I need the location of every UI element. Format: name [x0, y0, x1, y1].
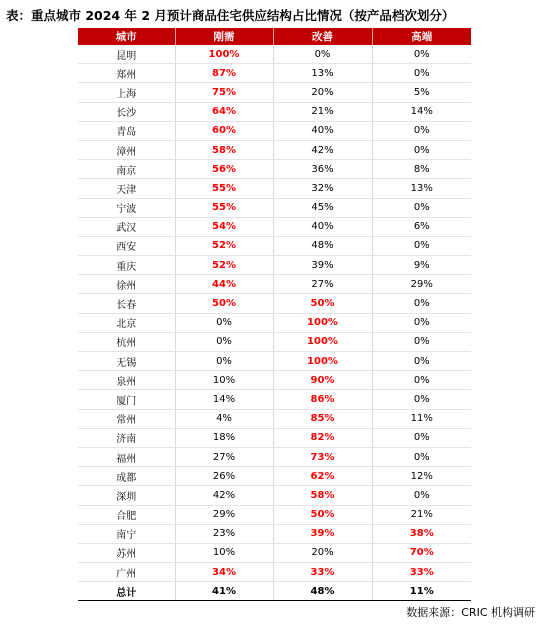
city-cell: 泉州: [78, 371, 175, 390]
value-cell: 39%: [273, 524, 372, 543]
value-cell: 12%: [372, 467, 471, 486]
total-row: [78, 582, 471, 601]
value-cell: 82%: [273, 428, 372, 447]
table-row: [78, 524, 471, 543]
data-source: 数据来源：CRIC 机构调研: [406, 606, 535, 619]
city-cell: 苏州: [78, 543, 175, 562]
table-row: [78, 390, 471, 409]
value-cell: 27%: [175, 447, 273, 466]
value-cell: 100%: [273, 332, 372, 351]
value-cell: 0%: [372, 428, 471, 447]
value-cell: 26%: [175, 467, 273, 486]
value-cell: 14%: [175, 390, 273, 409]
value-cell: 21%: [372, 505, 471, 524]
city-cell: 常州: [78, 409, 175, 428]
value-cell: 52%: [175, 256, 273, 275]
value-cell: 58%: [273, 486, 372, 505]
city-cell: 济南: [78, 428, 175, 447]
value-cell: 9%: [372, 256, 471, 275]
supply-structure-table: [78, 28, 471, 601]
header-improve: 改善: [273, 28, 372, 45]
value-cell: 0%: [372, 64, 471, 83]
value-cell: 0%: [372, 140, 471, 159]
table-row: [78, 121, 471, 140]
value-cell: 0%: [175, 352, 273, 371]
city-cell: 南宁: [78, 524, 175, 543]
table-body: [78, 45, 471, 601]
value-cell: 100%: [273, 352, 372, 371]
value-cell: 73%: [273, 447, 372, 466]
header-city: 城市: [78, 28, 175, 45]
city-cell: 青岛: [78, 121, 175, 140]
value-cell: 55%: [175, 198, 273, 217]
value-cell: 42%: [273, 140, 372, 159]
table-row: [78, 179, 471, 198]
city-cell: 杭州: [78, 332, 175, 351]
header-high-end: 高端: [372, 28, 471, 45]
value-cell: 27%: [273, 275, 372, 294]
value-cell: 29%: [372, 275, 471, 294]
value-cell: 0%: [273, 45, 372, 64]
city-cell: 重庆: [78, 256, 175, 275]
city-cell: 武汉: [78, 217, 175, 236]
value-cell: 0%: [372, 198, 471, 217]
table-row: [78, 140, 471, 159]
table-row: [78, 198, 471, 217]
city-cell: 昆明: [78, 45, 175, 64]
value-cell: 56%: [175, 160, 273, 179]
table-row: [78, 505, 471, 524]
table-title: 表：重点城市 2024 年 2 月预计商品住宅供应结构占比情况（按产品档次划分）: [6, 8, 455, 23]
value-cell: 8%: [372, 160, 471, 179]
table-row: [78, 467, 471, 486]
value-cell: 23%: [175, 524, 273, 543]
city-cell: 厦门: [78, 390, 175, 409]
total-label: 总计: [78, 582, 175, 601]
table-row: [78, 563, 471, 582]
table-row: [78, 332, 471, 351]
value-cell: 0%: [372, 390, 471, 409]
value-cell: 42%: [175, 486, 273, 505]
header-rigid: 刚需: [175, 28, 273, 45]
table-row: [78, 160, 471, 179]
table-row: [78, 486, 471, 505]
table-row: [78, 409, 471, 428]
header-row: [78, 28, 471, 45]
value-cell: 39%: [273, 256, 372, 275]
value-cell: 62%: [273, 467, 372, 486]
city-cell: 徐州: [78, 275, 175, 294]
value-cell: 0%: [372, 371, 471, 390]
city-cell: 深圳: [78, 486, 175, 505]
value-cell: 32%: [273, 179, 372, 198]
value-cell: 90%: [273, 371, 372, 390]
table-row: [78, 45, 471, 64]
value-cell: 40%: [273, 217, 372, 236]
value-cell: 6%: [372, 217, 471, 236]
value-cell: 20%: [273, 543, 372, 562]
value-cell: 55%: [175, 179, 273, 198]
value-cell: 0%: [372, 313, 471, 332]
table-row: [78, 64, 471, 83]
value-cell: 87%: [175, 64, 273, 83]
total-value: 11%: [372, 582, 471, 601]
city-cell: 福州: [78, 447, 175, 466]
value-cell: 29%: [175, 505, 273, 524]
value-cell: 10%: [175, 371, 273, 390]
total-value: 41%: [175, 582, 273, 601]
table-row: [78, 83, 471, 102]
city-cell: 广州: [78, 563, 175, 582]
value-cell: 13%: [372, 179, 471, 198]
value-cell: 75%: [175, 83, 273, 102]
value-cell: 20%: [273, 83, 372, 102]
value-cell: 13%: [273, 64, 372, 83]
value-cell: 0%: [175, 332, 273, 351]
value-cell: 40%: [273, 121, 372, 140]
city-cell: 无锡: [78, 352, 175, 371]
value-cell: 33%: [372, 563, 471, 582]
value-cell: 86%: [273, 390, 372, 409]
value-cell: 10%: [175, 543, 273, 562]
value-cell: 21%: [273, 102, 372, 121]
value-cell: 50%: [273, 294, 372, 313]
table-row: [78, 102, 471, 121]
value-cell: 60%: [175, 121, 273, 140]
city-cell: 西安: [78, 236, 175, 255]
value-cell: 38%: [372, 524, 471, 543]
value-cell: 64%: [175, 102, 273, 121]
value-cell: 50%: [273, 505, 372, 524]
city-cell: 郑州: [78, 64, 175, 83]
value-cell: 34%: [175, 563, 273, 582]
table-row: [78, 447, 471, 466]
table-row: [78, 352, 471, 371]
table-row: [78, 256, 471, 275]
city-cell: 长沙: [78, 102, 175, 121]
value-cell: 52%: [175, 236, 273, 255]
value-cell: 0%: [372, 486, 471, 505]
value-cell: 0%: [372, 332, 471, 351]
table-row: [78, 275, 471, 294]
city-cell: 长春: [78, 294, 175, 313]
value-cell: 18%: [175, 428, 273, 447]
value-cell: 50%: [175, 294, 273, 313]
value-cell: 58%: [175, 140, 273, 159]
value-cell: 100%: [273, 313, 372, 332]
value-cell: 0%: [372, 294, 471, 313]
value-cell: 45%: [273, 198, 372, 217]
city-cell: 宁波: [78, 198, 175, 217]
city-cell: 漳州: [78, 140, 175, 159]
value-cell: 36%: [273, 160, 372, 179]
city-cell: 南京: [78, 160, 175, 179]
value-cell: 14%: [372, 102, 471, 121]
value-cell: 4%: [175, 409, 273, 428]
city-cell: 成都: [78, 467, 175, 486]
value-cell: 0%: [175, 313, 273, 332]
value-cell: 0%: [372, 45, 471, 64]
value-cell: 54%: [175, 217, 273, 236]
table-row: [78, 428, 471, 447]
value-cell: 0%: [372, 352, 471, 371]
value-cell: 11%: [372, 409, 471, 428]
value-cell: 33%: [273, 563, 372, 582]
total-value: 48%: [273, 582, 372, 601]
value-cell: 0%: [372, 236, 471, 255]
city-cell: 上海: [78, 83, 175, 102]
city-cell: 合肥: [78, 505, 175, 524]
value-cell: 100%: [175, 45, 273, 64]
city-cell: 天津: [78, 179, 175, 198]
table-row: [78, 217, 471, 236]
value-cell: 5%: [372, 83, 471, 102]
value-cell: 0%: [372, 447, 471, 466]
table-row: [78, 294, 471, 313]
city-cell: 北京: [78, 313, 175, 332]
value-cell: 48%: [273, 236, 372, 255]
table-row: [78, 313, 471, 332]
table-row: [78, 371, 471, 390]
value-cell: 85%: [273, 409, 372, 428]
value-cell: 70%: [372, 543, 471, 562]
table-row: [78, 543, 471, 562]
table-row: [78, 236, 471, 255]
value-cell: 44%: [175, 275, 273, 294]
value-cell: 0%: [372, 121, 471, 140]
